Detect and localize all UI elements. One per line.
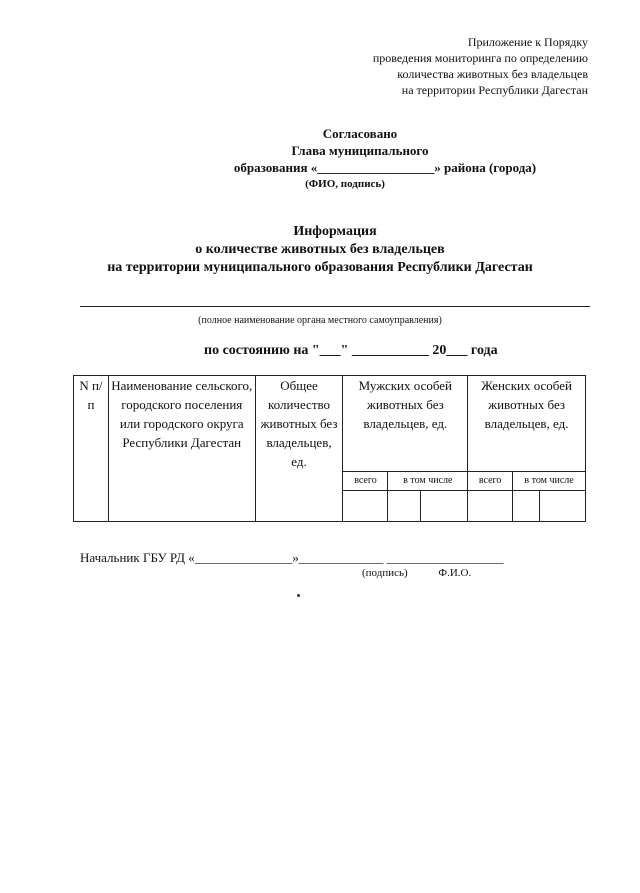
date-line: по состоянию на "___" ___________ 20___ года [204,343,498,358]
header-total: Общее количество животных без владельцев, ед. [255,376,343,522]
org-name-caption: (полное наименование органа местного самоуправления) [198,315,442,326]
appendix-note [373,34,588,98]
approval-agreed: Согласовано [322,126,398,141]
header-settlement-name: Наименование сельского, городского поселения или городского округа Республики Дагестан [108,376,255,522]
title-line-1: Информация [293,224,377,239]
document-title [0,223,640,277]
female-including-header: в том числе [513,472,586,491]
title-line-2: о количестве животных без владельцев [195,242,445,257]
header-female: Женских особей животных без владельцев, ед. [468,376,586,472]
table-cell [343,491,388,522]
approval-head: Глава муниципального [291,143,429,158]
approval-fio-caption: (ФИО, подпись) [305,178,385,190]
appendix-line-2: проведения мониторинга по определению [372,51,588,65]
footer-fio-caption: Ф.И.О. [438,567,472,579]
title-line-3: на территории муниципального образования Республики Дагестан [107,260,533,275]
table-cell [540,491,586,522]
footer-captions [362,567,499,579]
appendix-line-3: количества животных без владельцев [397,67,588,81]
appendix-line-1: Приложение к Порядку [467,35,588,49]
header-male: Мужских особей животных без владельцев, ед. [343,376,468,472]
appendix-line-4: на территории Республики Дагестан [401,83,588,97]
footer-sign-caption: (подпись) [362,567,408,579]
footer-signature-line: Начальник ГБУ РД «_______________»_____________ __________________ [80,550,504,565]
approval-block [0,125,640,193]
table-cell [421,491,468,522]
male-including-header: в том числе [388,472,468,491]
table-cell [513,491,540,522]
animals-table [73,375,586,522]
table-cell [468,491,513,522]
scan-speck [297,594,300,597]
org-name-line [80,306,590,307]
table-cell [388,491,421,522]
male-total-header: всего [343,472,388,491]
header-number: N п/п [74,376,109,522]
approval-district: образования «__________________» района (города) [233,160,537,175]
female-total-header: всего [468,472,513,491]
